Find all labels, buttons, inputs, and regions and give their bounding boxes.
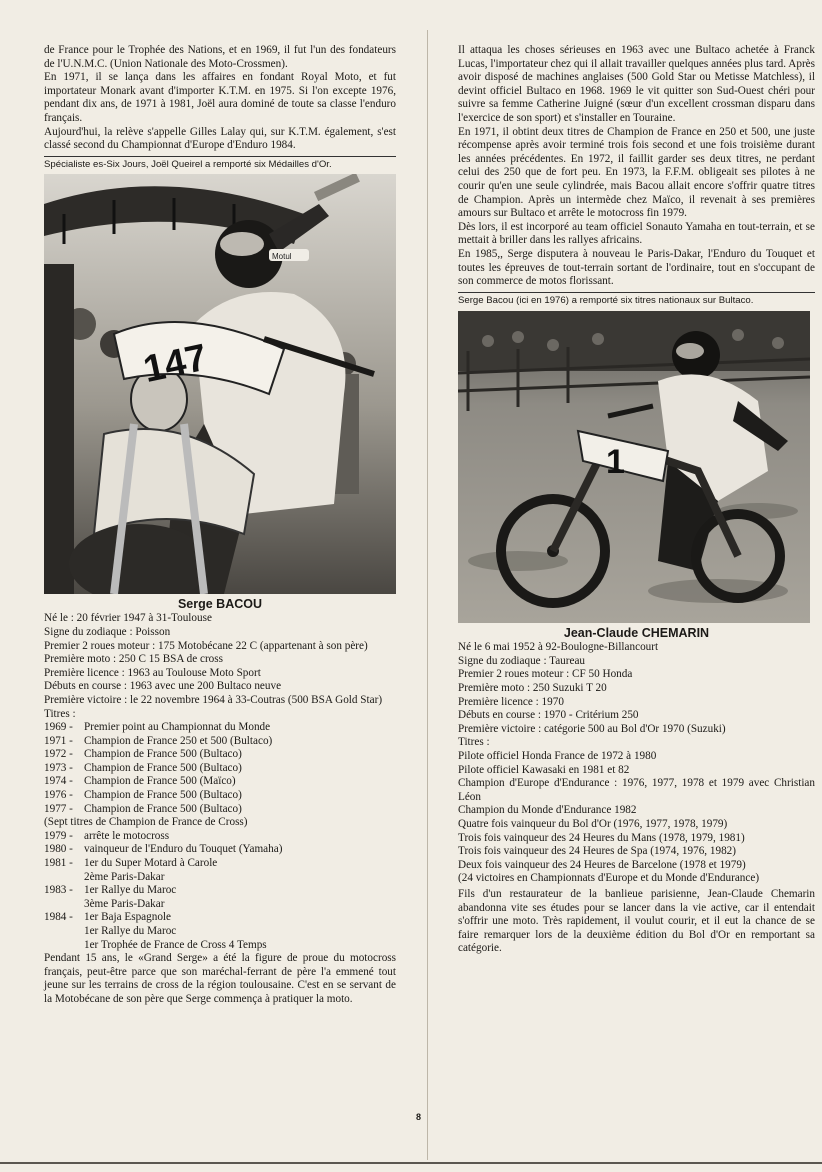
title-row bbox=[44, 803, 396, 817]
title-subline: 2ème Paris-Dakar bbox=[84, 870, 165, 883]
chemarin-fact: (24 victoires en Championnats d'Europe et du Monde d'Endurance) bbox=[458, 872, 760, 885]
bottom-rule bbox=[0, 1162, 822, 1164]
title-text: 1er Rallye du Maroc bbox=[84, 884, 177, 897]
chemarin-fact: Deux fois vainqueur des 24 Heures de Barcelone (1978 et 1979) bbox=[458, 858, 746, 871]
title-row bbox=[44, 762, 396, 776]
motul-badge-text: Motul bbox=[272, 251, 292, 261]
title-year: 1976 - bbox=[44, 789, 73, 802]
title-year: 1981 - bbox=[44, 857, 73, 870]
title-text: 1er Baja Espagnole bbox=[84, 911, 171, 924]
title-subline: 3ème Paris-Dakar bbox=[84, 897, 165, 910]
chemarin-fact: Quatre fois vainqueur du Bol d'Or (1976, 1977, 1978, 1979) bbox=[458, 818, 728, 830]
title-text: Champion de France 500 (Maïco) bbox=[84, 775, 236, 788]
title-year: 1972 - bbox=[44, 748, 73, 761]
left-column bbox=[44, 44, 396, 1007]
title-row bbox=[44, 911, 396, 925]
chemarin-outro-paragraph: Fils d'un restaurateur de la banlieue parisienne, Jean-Claude Chemarin abandonna vite ses études pour se lancer dans la vie active, car il entendait s'offrir une moto. Très rapidement, il voulut courir, et il eut la chance de se faire remarquer lors de la deuxième édition du Bol d'Or en remportant sa catégorie. bbox=[458, 887, 815, 955]
chemarin-fact: Trois fois vainqueur des 24 Heures du Mans (1978, 1979, 1981) bbox=[458, 831, 745, 844]
bacou-fact: Premier 2 roues moteur : 175 Motobécane 22 C (appartenant à son père) bbox=[44, 639, 368, 652]
right-intro-paragraph-3: Dès lors, il est incorporé au team officiel Sonauto Yamaha en tout-terrain, et se mettait à briller dans les rallyes africains. bbox=[458, 220, 815, 247]
left-photo-caption: Spécialiste es-Six Jours, Joël Queirel a remporté six Médailles d'Or. bbox=[44, 156, 396, 171]
chemarin-fact: Pilote officiel Honda France de 1972 à 1980 bbox=[458, 750, 657, 763]
bacou-fact: Signe du zodiaque : Poisson bbox=[44, 625, 171, 638]
chemarin-fact: Première licence : 1970 bbox=[458, 695, 564, 708]
title-year: 1977 - bbox=[44, 802, 73, 815]
title-row bbox=[44, 857, 396, 871]
title-text: Premier point au Championnat du Monde bbox=[84, 721, 271, 734]
photo-left-image bbox=[44, 174, 396, 594]
chemarin-fact: Trois fois vainqueur des 24 Heures de Spa (1974, 1976, 1982) bbox=[458, 845, 736, 858]
title-row bbox=[44, 843, 396, 857]
left-number-plate-text: 147 bbox=[139, 336, 211, 391]
right-photo-caption: Serge Bacou (ici en 1976) a remporté six titres nationaux sur Bultaco. bbox=[458, 292, 815, 307]
chemarin-fact: Pilote officiel Kawasaki en 1981 et 82 bbox=[458, 763, 630, 776]
left-intro-paragraph-3: Aujourd'hui, la relève s'appelle Gilles Lalay qui, sur K.T.M. également, s'est classé second du Championnat d'Europe d'Enduro 1984. bbox=[44, 125, 396, 152]
bacou-fact: Né le : 20 février 1947 à 31-Toulouse bbox=[44, 612, 212, 625]
title-year: 1974 - bbox=[44, 775, 73, 788]
bacou-titles bbox=[44, 721, 396, 952]
bacou-fact: Débuts en course : 1963 avec une 200 Bultaco neuve bbox=[44, 680, 282, 693]
right-number-plate-text: 1 bbox=[606, 442, 625, 481]
title-subline: 1er Rallye du Maroc bbox=[84, 925, 177, 937]
chemarin-fact: Débuts en course : 1970 - Critérium 250 bbox=[458, 709, 639, 722]
title-row bbox=[44, 721, 396, 735]
column-divider bbox=[427, 30, 428, 1160]
title-year: 1971 - bbox=[44, 734, 73, 747]
chemarin-facts bbox=[458, 641, 815, 886]
right-intro-paragraph-1: Il attaqua les choses sérieuses en 1963 avec une Bultaco achetée à Franck Lucas, l'importateur chez qui il allait travailler quelques années plus tard. Après avoir disposé de machines anglaises (500 Gold Star ou Metisse Matchless), il devint officiel Bultaco en 1968. 1969 le vit quitter son Sud-Ouest chéri pour suivre sa femme Catherine Juigné (sœur d'un excellent crossman disparu dans l'exercice de son sport) et s'installer en Touraine. bbox=[458, 44, 815, 124]
title-row bbox=[44, 775, 396, 789]
chemarin-fact: Première moto : 250 Suzuki T 20 bbox=[458, 682, 607, 695]
photo-serge-bacou-1976 bbox=[458, 311, 810, 623]
profile-name-serge-bacou: Serge BACOU bbox=[177, 596, 263, 611]
title-row bbox=[44, 748, 396, 762]
title-year: 1984 - bbox=[44, 911, 73, 924]
title-year: 1979 - bbox=[44, 829, 73, 842]
left-intro-paragraph-2: En 1971, il se lança dans les affaires en fondant Royal Moto, et fut importateur Monark avant d'importer K.T.M. en 1975. Si l'on excepte 1976, pendant dix ans, de 1971 à 1981, Joël aura dominé de toute sa classe l'enduro français. bbox=[44, 71, 396, 124]
chemarin-fact: Premier 2 roues moteur : CF 50 Honda bbox=[458, 668, 633, 681]
photo-right-image bbox=[458, 311, 810, 623]
chemarin-fact: Champion d'Europe d'Endurance : 1976, 1977, 1978 et 1979 avec Christian Léon bbox=[458, 777, 815, 803]
bacou-facts bbox=[44, 612, 396, 721]
title-row bbox=[44, 884, 396, 898]
title-row bbox=[44, 830, 396, 844]
title-text: Champion de France 500 (Bultaco) bbox=[84, 761, 242, 774]
chemarin-fact: Né le 6 mai 1952 à 92-Boulogne-Billancourt bbox=[458, 641, 659, 654]
chemarin-fact: Première victoire : catégorie 500 au Bol d'Or 1970 (Suzuki) bbox=[458, 722, 726, 735]
title-text: Champion de France 500 (Bultaco) bbox=[84, 748, 242, 761]
titles-note: (Sept titres de Champion de France de Cross) bbox=[44, 816, 248, 829]
title-text: Champion de France 500 (Bultaco) bbox=[84, 789, 242, 802]
title-row bbox=[44, 735, 396, 749]
title-text: Champion de France 250 et 500 (Bultaco) bbox=[84, 734, 273, 747]
title-year: 1980 - bbox=[44, 843, 73, 856]
bacou-fact: Première moto : 250 C 15 BSA de cross bbox=[44, 653, 223, 666]
title-year: 1973 - bbox=[44, 761, 73, 774]
title-text: Champion de France 500 (Bultaco) bbox=[84, 802, 242, 815]
chemarin-fact: Signe du zodiaque : Taureau bbox=[458, 654, 586, 667]
page-number: 8 bbox=[416, 1112, 422, 1122]
title-year: 1983 - bbox=[44, 884, 73, 897]
chemarin-fact: Titres : bbox=[458, 736, 490, 749]
bacou-fact: Première licence : 1963 au Toulouse Moto Sport bbox=[44, 666, 261, 679]
title-text: vainqueur de l'Enduro du Touquet (Yamaha) bbox=[84, 843, 283, 856]
title-year: 1969 - bbox=[44, 721, 73, 734]
bacou-outro-paragraph: Pendant 15 ans, le «Grand Serge» a été la figure de proue du motocross français, peut-être parce que son maréchal-ferrant de père l'a emmené tout jeune sur les terrains de cross de la région toulousaine. C'est en se servant de la Motobécane de son père que Serge commença à pratiquer la moto. bbox=[44, 952, 396, 1005]
chemarin-fact: Champion du Monde d'Endurance 1982 bbox=[458, 804, 637, 817]
photo-serge-bacou-drinking bbox=[44, 174, 396, 594]
title-subline: 1er Trophée de France de Cross 4 Temps bbox=[84, 938, 267, 951]
right-intro-paragraph-2: En 1971, il obtint deux titres de Champion de France en 250 et 500, une juste récompense après avoir terminé trois fois second et une fois troisième durant les années précédentes. En 1972, il faillit garder ses deux titres, ne perdant celui des 250 que de fort peu. En 1973, la F.F.M. obligeait ses pilotes à ne courir qu'en une seule cylindrée, mais Bacou allait encore s'offrir quatre titres de Champion. Après un intermède chez Maïco, il revenait à ses premières amours sur Bultaco et arrête le motocross fin 1979. bbox=[458, 125, 815, 220]
title-text: 1er du Super Motard à Carole bbox=[84, 857, 218, 870]
title-text: arrête le motocross bbox=[84, 829, 170, 842]
bacou-fact: Titres : bbox=[44, 707, 76, 720]
right-intro-paragraph-4: En 1985,, Serge disputera à nouveau le Paris-Dakar, l'Enduro du Touquet et toutes les épreuves de tout-terrain sortant de l'ordinaire, tout en s'occupant de son commerce de motos florissant. bbox=[458, 247, 815, 288]
left-intro-paragraph-1: de France pour le Trophée des Nations, et en 1969, il fut l'un des fondateurs de l'U.N.M.C. (Union Nationale des Moto-Crossmen). bbox=[44, 44, 396, 70]
right-column bbox=[458, 44, 815, 956]
bacou-fact: Première victoire : le 22 novembre 1964 à 33-Coutras (500 BSA Gold Star) bbox=[44, 693, 383, 706]
title-row bbox=[44, 789, 396, 803]
profile-name-jean-claude-chemarin: Jean-Claude CHEMARIN bbox=[563, 625, 710, 640]
